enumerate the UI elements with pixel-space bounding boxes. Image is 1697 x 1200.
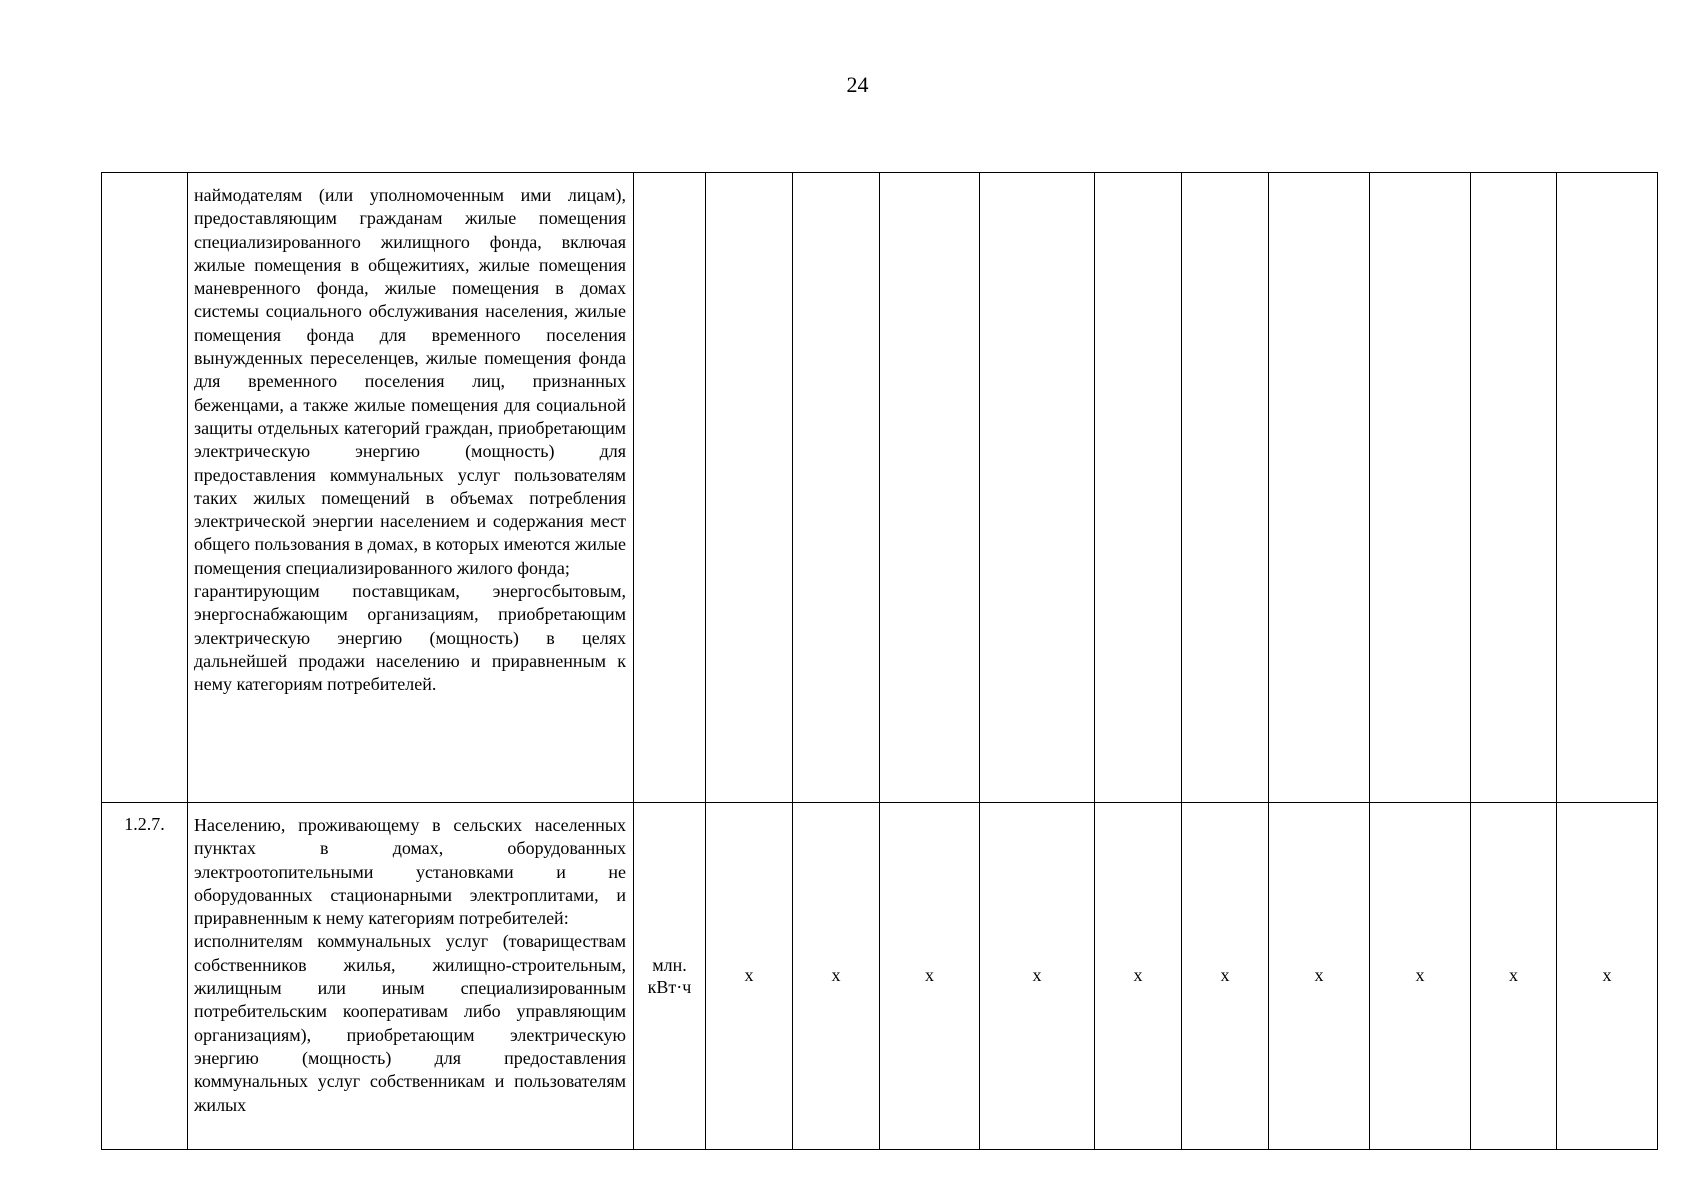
value-cell: х xyxy=(1471,803,1557,1150)
value-cell: х xyxy=(1269,803,1370,1150)
row-number-cell xyxy=(102,173,188,803)
page-number: 24 xyxy=(846,72,869,97)
value-cell xyxy=(1471,173,1557,803)
value-cell xyxy=(1095,173,1182,803)
value-cell xyxy=(1557,173,1658,803)
row-number-cell: 1.2.7. xyxy=(102,803,188,1150)
description-cell xyxy=(188,803,634,1150)
value-cell xyxy=(706,173,793,803)
value-cell xyxy=(1269,173,1370,803)
data-table xyxy=(101,172,1658,1150)
description-paragraph: наймодателям (или уполномоченным ими лицам), предоставляющим гражданам жилые помещения специализированного жилищного фонда, включая жилые помещения в общежитиях, жилые помещения маневренного фонда, жилые помещения в домах системы социального обслуживания населения, жилые помещения фонда для временного поселения вынужденных переселенцев, жилые помещения фонда для временного поселения лиц, признанных беженцами, а также жилые помещения для социальной защиты отдельных категорий граждан, приобретающим электрическую энергию (мощность) для предоставления коммунальных услуг пользователям таких жилых помещений в объемах потребления электрической энергии населением и содержания мест общего пользования в домах, в которых имеются жилые помещения специализированного жилого фонда; xyxy=(194,185,626,578)
description-cell xyxy=(188,173,634,803)
value-cell: х xyxy=(1182,803,1269,1150)
value-cell xyxy=(1182,173,1269,803)
table-row xyxy=(102,803,1658,1150)
description-paragraph: гарантирующим поставщикам, энергосбытовым, энергоснабжающим организациям, приобретающим электрическую энергию (мощность) в целях дальнейшей продажи населению и приравненным к нему категориям потребителей. xyxy=(194,581,626,695)
value-cell xyxy=(880,173,980,803)
value-cell xyxy=(793,173,880,803)
value-cell: х xyxy=(880,803,980,1150)
description-paragraph: Населению, проживающему в сельских населенных пунктах в домах, оборудованных электроотопительными установками и не оборудованных стационарными электроплитами, и приравненным к нему категориям потребителей: xyxy=(194,815,626,929)
value-cell: х xyxy=(1370,803,1471,1150)
value-cell: х xyxy=(706,803,793,1150)
table-row xyxy=(102,173,1658,803)
description-paragraph: исполнителям коммунальных услуг (товариществам собственников жилья, жилищно-строительным, жилищным или иным специализированным потребительским кооперативам либо управляющим организациям), приобретающим электрическую энергию (мощность) для предоставления коммунальных услуг собственникам и пользователям жилых xyxy=(194,931,626,1115)
value-cell: х xyxy=(1095,803,1182,1150)
unit-cell xyxy=(634,173,706,803)
value-cell: х xyxy=(793,803,880,1150)
value-cell xyxy=(1370,173,1471,803)
value-cell: х xyxy=(980,803,1095,1150)
value-cell: х xyxy=(1557,803,1658,1150)
unit-cell: млн. кВт·ч xyxy=(634,803,706,1150)
value-cell xyxy=(980,173,1095,803)
